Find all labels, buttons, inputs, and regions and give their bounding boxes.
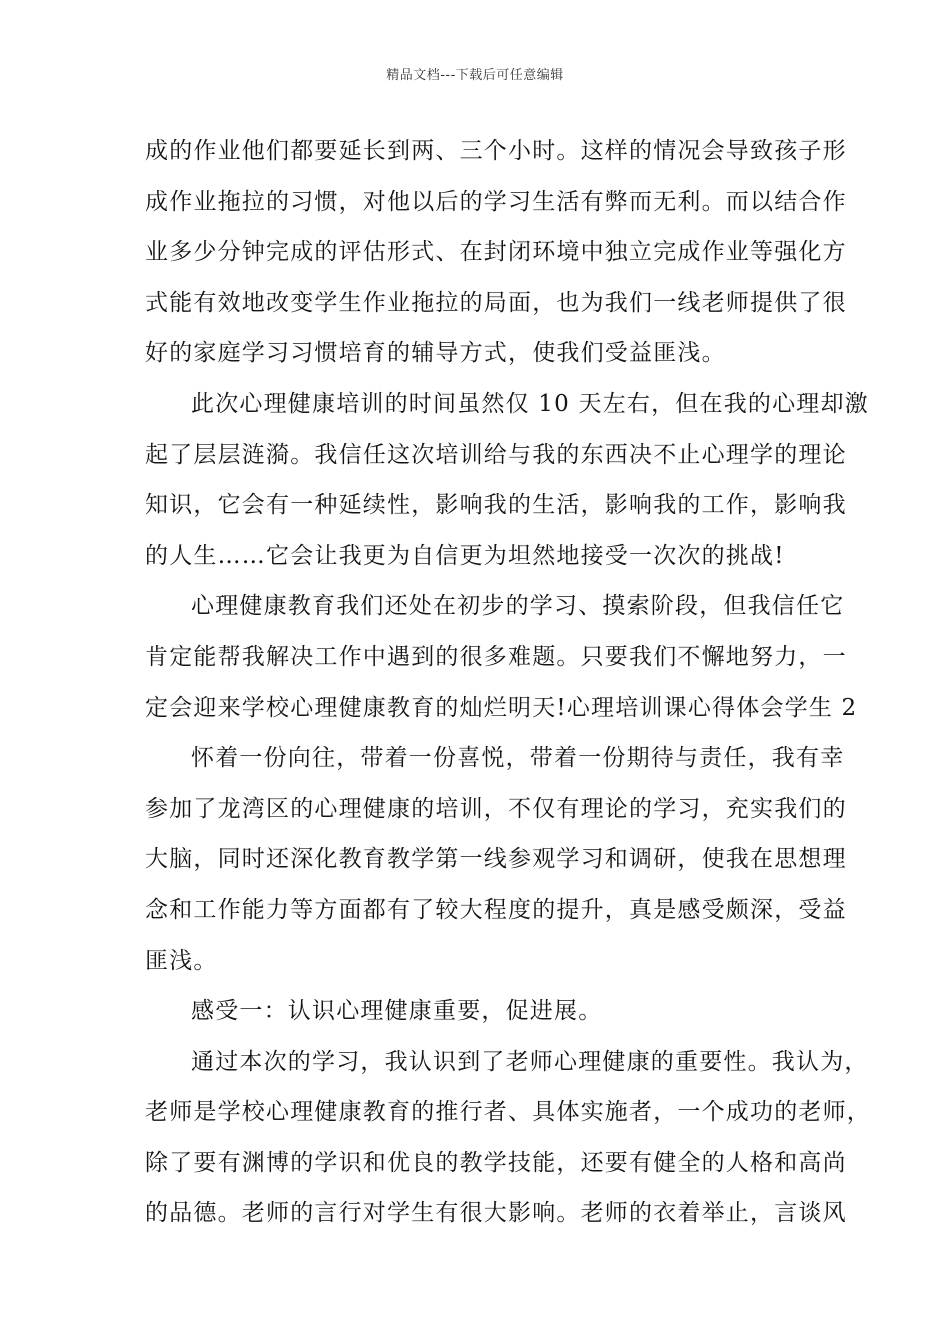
text-line: 心理健康教育我们还处在初步的学习、摸索阶段，但我信任它 <box>191 593 845 620</box>
text-line: 参加了龙湾区的心理健康的培训，不仅有理论的学习，充实我们的 <box>145 795 847 822</box>
text-line: 好的家庭学习习惯培育的辅导方式，使我们受益匪浅。 <box>145 340 726 367</box>
text-line: 怀着一份向往，带着一份喜悦，带着一份期待与责任，我有幸 <box>191 745 845 772</box>
text-line: 通过本次的学习，我认识到了老师心理健康的重要性。我认为， <box>191 1048 869 1075</box>
text-line: 感受一：认识心理健康重要，促进展。 <box>191 998 603 1025</box>
text-line: 成的作业他们都要延长到两、三个小时。这样的情况会导致孩子形 <box>145 138 847 164</box>
text-line: 除了要有渊博的学识和优良的教学技能，还要有健全的人格和高尚 <box>145 1149 847 1176</box>
document-body <box>145 126 871 1239</box>
text-line: 业多少分钟完成的评估形式、在封闭环境中独立完成作业等强化方 <box>145 239 847 266</box>
text-line: 的人生……它会让我更为自信更为坦然地接受一次次的挑战! <box>145 542 785 569</box>
text-line: 念和工作能力等方面都有了较大程度的提升，真是感受颇深，受益 <box>145 896 847 923</box>
text-line: 此次心理健康培训的时间虽然仅 10 天左右，但在我的心理却激 <box>191 390 869 417</box>
page-header: 精品文档---下载后可任意编辑 <box>386 68 564 83</box>
text-line: 定会迎来学校心理健康教育的灿烂明天!心理培训课心得体会学生 2 <box>145 694 858 721</box>
text-line: 起了层层涟漪。我信任这次培训给与我的东西决不止心理学的理论 <box>145 441 847 468</box>
text-line: 知识，它会有一种延续性，影响我的生活，影响我的工作，影响我 <box>145 492 847 519</box>
text-line: 成作业拖拉的习惯，对他以后的学习生活有弊而无利。而以结合作 <box>145 188 847 215</box>
text-line: 匪浅。 <box>145 947 218 974</box>
text-line: 肯定能帮我解决工作中遇到的很多难题。只要我们不懈地努力，一 <box>145 643 847 670</box>
text-line: 老师是学校心理健康教育的推行者、具体实施者，一个成功的老师， <box>145 1099 871 1126</box>
text-line: 的品德。老师的言行对学生有很大影响。老师的衣着举止，言谈风 <box>145 1200 847 1227</box>
text-line: 大脑，同时还深化教育教学第一线参观学习和调研，使我在思想理 <box>145 846 847 873</box>
text-line: 式能有效地改变学生作业拖拉的局面，也为我们一线老师提供了很 <box>145 289 847 316</box>
